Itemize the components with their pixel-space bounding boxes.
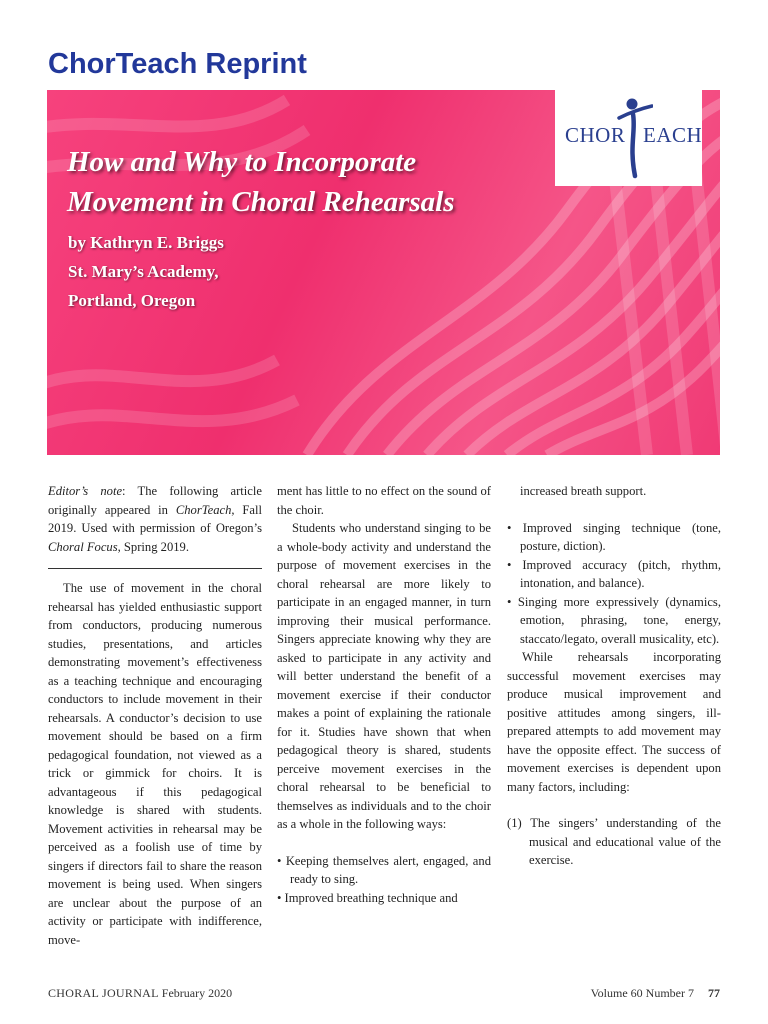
bullet-item: • Improved singing technique (tone, posture, diction). bbox=[507, 520, 721, 553]
footer-issue bbox=[590, 986, 720, 1001]
footer-journal: CHORAL JOURNAL bbox=[48, 986, 159, 1000]
chorteach-logo bbox=[555, 90, 702, 186]
text-column-3 bbox=[507, 482, 721, 870]
footer-volume: Volume 60 Number 7 bbox=[590, 986, 694, 1000]
editors-note-text: , Spring 2019. bbox=[117, 539, 189, 554]
page-number: 77 bbox=[708, 986, 720, 1000]
editors-note-text: , Fall 2019. Used with permission of Oregon’s bbox=[48, 502, 262, 535]
author-location: Portland, Oregon bbox=[68, 291, 196, 310]
body-paragraph-continuation: ment has little to no effect on the sound of the choir. bbox=[277, 484, 491, 517]
bullet-item-continuation: increased breath support. bbox=[520, 484, 647, 498]
text-column-1 bbox=[48, 482, 262, 949]
publication-name: Choral Focus bbox=[48, 539, 118, 554]
editors-note-text: : The following article originally appeared in bbox=[48, 484, 262, 517]
body-paragraph: While rehearsals incorporating successful movement exercises may produce musical improvement and positive attitudes among singers, ill-prepared attempts to add movement may have the opposite effect. The success of movement exercises is dependent upon many factors, including: bbox=[507, 650, 721, 794]
footer-publication bbox=[48, 986, 232, 1001]
article-title-line: How and Why to Incorporate bbox=[67, 146, 417, 178]
bullet-item: • Improved breathing technique and bbox=[277, 890, 458, 905]
article-banner bbox=[47, 90, 720, 455]
logo-text-right: EACH bbox=[643, 123, 703, 147]
article-title bbox=[67, 142, 537, 222]
editors-note-label: Editor’s note bbox=[48, 484, 123, 498]
numbered-item: (1) The singers’ understanding of the musical and educational value of the exercise. bbox=[507, 816, 721, 867]
bullet-item: • Improved accuracy (pitch, rhythm, intonation, and balance). bbox=[507, 557, 721, 590]
divider bbox=[48, 568, 262, 569]
bullet-item: • Keeping themselves alert, engaged, and ready to sing. bbox=[277, 853, 491, 886]
bullet-item: • Singing more expressively (dynamics, emotion, phrasing, tone, energy, staccato/legato, overall musicality, etc). bbox=[507, 594, 721, 646]
article-title-line: Movement in Choral Rehearsals bbox=[67, 186, 455, 218]
body-paragraph: The use of movement in the choral rehearsal has yielded enthusiastic support from conductors, producing numerous studies, presentations, and articles demonstrating movement’s effectiveness as a teaching technique and encouraging conductors to include movement in their rehearsals. A conductor’s decision to use movement should be based on a firm pedagogical foundation, not viewed as a trick or gimmick for choirs. It is advantageous if this pedagogical knowledge is shared with students. Movement activities in rehearsal may be perceived as a foolish use of time by singers if directors fail to share the reason movement is being used. When singers are unclear about the purpose of an activity or participate with indifference, move- bbox=[48, 581, 262, 947]
footer-date: February 2020 bbox=[161, 986, 233, 1000]
publication-name: ChorTeach bbox=[175, 502, 232, 517]
article-byline bbox=[68, 228, 224, 315]
author-affiliation: St. Mary’s Academy, bbox=[68, 262, 219, 281]
editors-note bbox=[48, 482, 262, 556]
page-header-title: ChorTeach Reprint bbox=[48, 48, 307, 80]
logo-text-left: CHOR bbox=[565, 123, 626, 147]
author-name: by Kathryn E. Briggs bbox=[68, 233, 224, 252]
body-paragraph: Students who understand singing to be a whole-body activity and understand the purpose of movement exercises in the choral rehearsal are more likely to participate in an engaged manner, in turn improving their musical performance. Singers appreciate knowing why they are asked to participate in any activity and will better understand the benefit of a movement exercise if their conductor makes a point of explaining the rationale for it. Studies have shown that when pedagogical theory is shared, students perceive movement exercises in the choral rehearsal to be beneficial to themselves as individuals and to the choir as a whole in the following ways: bbox=[277, 521, 491, 831]
text-column-2 bbox=[277, 482, 491, 907]
